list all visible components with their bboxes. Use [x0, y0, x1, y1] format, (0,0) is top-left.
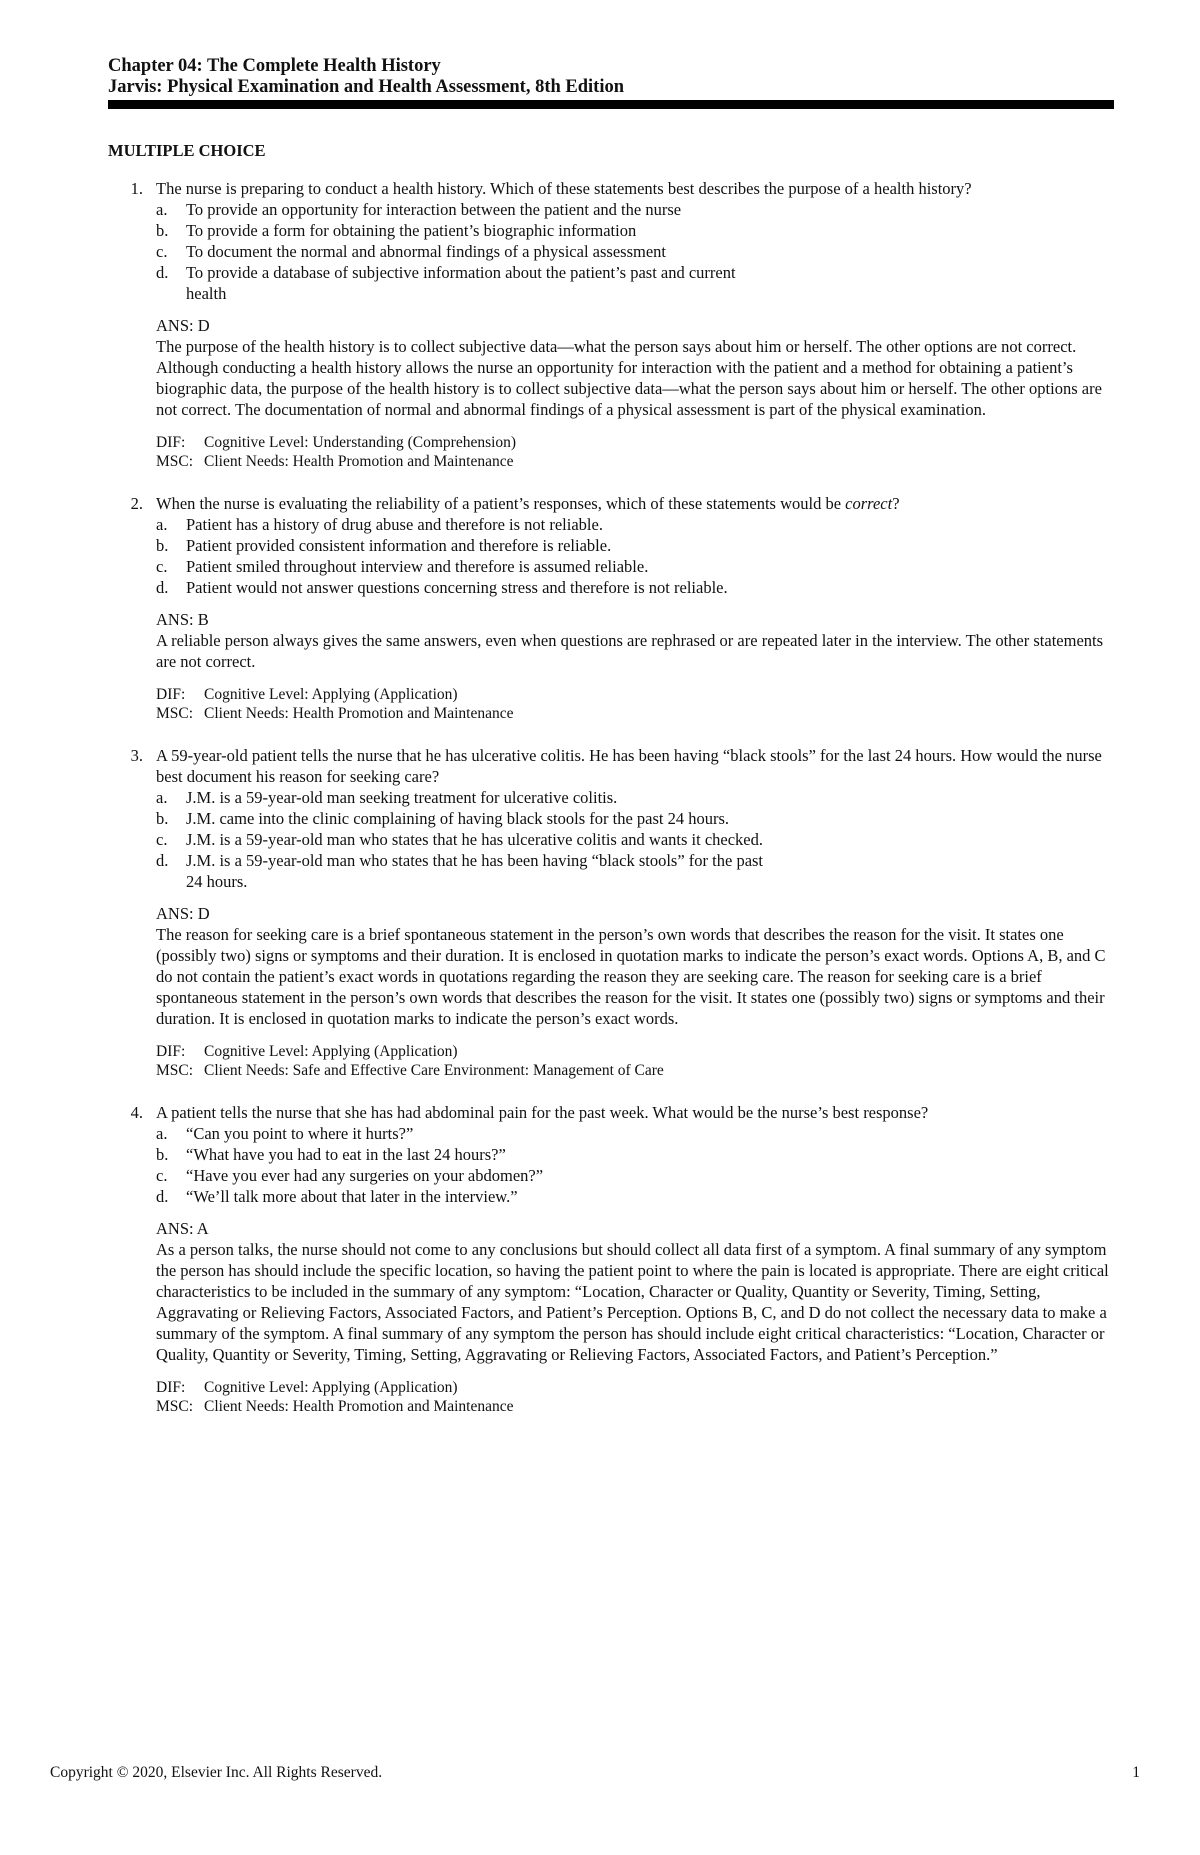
choice-text: J.M. is a 59-year-old man who states that he has been having “black stools” for the past 24 hours. — [186, 851, 764, 891]
dif-label: DIF: — [156, 434, 186, 451]
section-title: MULTIPLE CHOICE — [108, 141, 266, 160]
choice-letter: b. — [156, 1145, 169, 1164]
choice-a — [156, 1123, 1114, 1144]
question-3 — [108, 745, 1114, 1080]
msc-label: MSC: — [156, 1398, 194, 1415]
question-number: 1. — [130, 179, 143, 198]
choice-text: J.M. is a 59-year-old man who states that he has ulcerative colitis and wants it checked. — [186, 830, 764, 849]
choice-b — [156, 1144, 1114, 1165]
answer-block — [156, 609, 1114, 672]
client-needs: Client Needs: Health Promotion and Maintenance — [204, 1398, 514, 1415]
difficulty-level: Cognitive Level: Applying (Application) — [204, 686, 458, 703]
question-number: 3. — [130, 746, 143, 765]
choice-letter: c. — [156, 830, 168, 849]
question-stem: A patient tells the nurse that she has had abdominal pain for the past week. What would be the nurse’s best response? — [156, 1103, 929, 1122]
dif-label: DIF: — [156, 1379, 186, 1396]
client-needs: Client Needs: Health Promotion and Maintenance — [204, 705, 514, 722]
choice-letter: a. — [156, 1124, 168, 1143]
msc-label: MSC: — [156, 1062, 194, 1079]
client-needs: Client Needs: Safe and Effective Care Environment: Management of Care — [204, 1062, 664, 1079]
choice-letter: d. — [156, 263, 169, 282]
question-stem — [156, 493, 1114, 514]
choice-text: To provide a form for obtaining the patient’s biographic information — [186, 221, 637, 240]
choice-text: Patient provided consistent information and therefore is reliable. — [186, 536, 612, 555]
choice-text: Patient has a history of drug abuse and therefore is not reliable. — [186, 515, 603, 534]
question-2 — [108, 493, 1114, 723]
choice-a — [156, 787, 1114, 808]
choice-a — [156, 199, 1114, 220]
choice-b — [156, 220, 1114, 241]
question-1 — [108, 178, 1114, 471]
choice-letter: a. — [156, 200, 168, 219]
choice-d — [156, 577, 1114, 598]
choice-letter: a. — [156, 788, 168, 807]
choice-letter: c. — [156, 557, 168, 576]
choice-d — [156, 1186, 1114, 1207]
question-stem: A 59-year-old patient tells the nurse that he has ulcerative colitis. He has been having “black stools” for the last 24 hours. How would the nurse best document his reason for seeking care? — [156, 746, 1102, 786]
choice-list — [156, 1123, 1114, 1207]
choice-c — [156, 1165, 1114, 1186]
answer-block — [156, 1218, 1114, 1365]
choice-b — [156, 808, 1114, 829]
copyright-notice: Copyright © 2020, Elsevier Inc. All Rights Reserved. — [50, 1764, 383, 1781]
dif-label: DIF: — [156, 1043, 186, 1060]
choice-b — [156, 535, 1114, 556]
answer-rationale: The reason for seeking care is a brief spontaneous statement in the person’s own words that describes the reason for the visit. It states one (possibly two) signs or symptoms and their duration. It is enclosed in quotation marks to indicate the person’s exact words. Options A, B, and C do not contain the patient’s exact words in quotations regarding the reason they are seeking care. The reason for seeking care is a brief spontaneous statement in the person’s own words that describes the reason for the visit. It states one (possibly two) signs or symptoms and their duration. It is enclosed in quotation marks to indicate the person’s exact words. — [156, 925, 1106, 1028]
book-title: Jarvis: Physical Examination and Health Assessment, 8th Edition — [108, 77, 625, 97]
stem-end: ? — [892, 494, 900, 513]
choice-list — [156, 199, 1114, 304]
stem-text: When the nurse is evaluating the reliability of a patient’s responses, which of these statements would be — [156, 494, 846, 513]
choice-text: To provide a database of subjective information about the patient’s past and current health — [186, 263, 736, 303]
question-4 — [108, 1102, 1114, 1416]
client-needs: Client Needs: Health Promotion and Maintenance — [204, 453, 514, 470]
choice-text: To provide an opportunity for interaction between the patient and the nurse — [186, 200, 682, 219]
choice-letter: c. — [156, 1166, 168, 1185]
msc-label: MSC: — [156, 453, 194, 470]
choice-text: “Have you ever had any surgeries on your abdomen?” — [186, 1166, 544, 1185]
question-meta — [156, 433, 1114, 471]
choice-text: To document the normal and abnormal findings of a physical assessment — [186, 242, 666, 261]
choice-text: Patient would not answer questions concerning stress and therefore is not reliable. — [186, 578, 728, 597]
question-meta — [156, 1378, 1114, 1416]
stem-emphasis: correct — [845, 494, 893, 513]
question-meta — [156, 685, 1114, 723]
choice-letter: a. — [156, 515, 168, 534]
answer-key: ANS: A — [156, 1219, 209, 1238]
choice-c — [156, 829, 1114, 850]
choice-text: “What have you had to eat in the last 24 hours?” — [186, 1145, 506, 1164]
choice-text: Patient smiled throughout interview and therefore is assumed reliable. — [186, 557, 649, 576]
choice-letter: b. — [156, 536, 169, 555]
msc-label: MSC: — [156, 705, 194, 722]
choice-a — [156, 514, 1114, 535]
chapter-title: Chapter 04: The Complete Health History — [108, 56, 441, 76]
choice-list — [156, 787, 1114, 892]
choice-text: J.M. is a 59-year-old man seeking treatment for ulcerative colitis. — [186, 788, 618, 807]
choice-d — [156, 850, 1114, 892]
choice-d — [156, 262, 1114, 304]
answer-key: ANS: D — [156, 316, 210, 335]
choice-letter: d. — [156, 578, 169, 597]
answer-rationale: The purpose of the health history is to collect subjective data—what the person says about him or herself. The other options are not correct. Although conducting a health history allows the nurse an opportunity for interaction with the patient and a method for obtaining a patient’s biographic data, the purpose of the health history is to collect subjective data—what the person says about him or herself. The other options are not correct. The documentation of normal and abnormal findings of a physical assessment is part of the physical examination. — [156, 337, 1102, 419]
choice-letter: b. — [156, 809, 169, 828]
choice-letter: d. — [156, 851, 169, 870]
answer-key: ANS: D — [156, 904, 210, 923]
choice-letter: b. — [156, 221, 169, 240]
choice-text: “Can you point to where it hurts?” — [186, 1124, 414, 1143]
answer-key: ANS: B — [156, 610, 209, 629]
questions-list — [108, 178, 1114, 1438]
question-stem: The nurse is preparing to conduct a health history. Which of these statements best describes the purpose of a health history? — [156, 179, 972, 198]
answer-rationale: As a person talks, the nurse should not come to any conclusions but should collect all data first of a symptom. A final summary of any symptom the person has should include the specific location, so having the patient point to where the pain is located is appropriate. There are eight critical characteristics to be included in the summary of any symptom: “Location, Character or Quality, Quantity or Severity, Timing, Setting, Aggravating or Relieving Factors, Associated Factors, and Patient’s Perception. Options B, C, and D do not collect the necessary data to make a summary of the symptom. A final summary of any symptom the person has should include eight critical characteristics: “Location, Character or Quality, Quantity or Severity, Timing, Setting, Aggravating or Relieving Factors, Associated Factors, and Patient’s Perception.” — [156, 1240, 1109, 1364]
answer-block — [156, 315, 1114, 420]
page-footer — [50, 1764, 1140, 1782]
choice-letter: d. — [156, 1187, 169, 1206]
page-number: 1 — [1132, 1764, 1140, 1781]
choice-list — [156, 514, 1114, 598]
difficulty-level: Cognitive Level: Applying (Application) — [204, 1379, 458, 1396]
choice-text: J.M. came into the clinic complaining of having black stools for the past 24 hours. — [186, 809, 730, 828]
choice-c — [156, 241, 1114, 262]
difficulty-level: Cognitive Level: Applying (Application) — [204, 1043, 458, 1060]
answer-block — [156, 903, 1114, 1029]
question-number: 2. — [130, 494, 143, 513]
difficulty-level: Cognitive Level: Understanding (Comprehension) — [204, 434, 517, 451]
choice-letter: c. — [156, 242, 168, 261]
answer-rationale: A reliable person always gives the same answers, even when questions are rephrased or are repeated later in the interview. The other statements are not correct. — [156, 631, 1104, 671]
question-number: 4. — [130, 1103, 143, 1122]
choice-c — [156, 556, 1114, 577]
choice-text: “We’ll talk more about that later in the interview.” — [186, 1187, 518, 1206]
question-meta — [156, 1042, 1114, 1080]
dif-label: DIF: — [156, 686, 186, 703]
page-header — [108, 56, 1114, 98]
header-rule — [108, 100, 1114, 109]
